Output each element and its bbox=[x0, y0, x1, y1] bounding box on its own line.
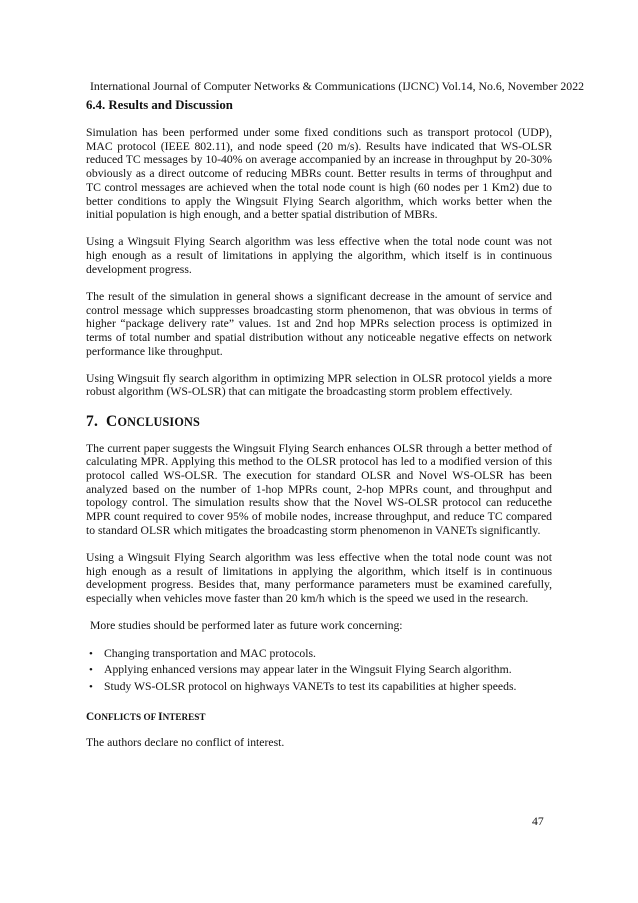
heading-initial-i: I bbox=[158, 710, 163, 723]
results-paragraph-2: Using a Wingsuit Flying Search algorithm was less effective when the total node count was not high enough as a result of limitations in applying the algorithm, which itself is in continuous development progress. bbox=[86, 235, 552, 276]
journal-header: International Journal of Computer Networks & Communications (IJCNC) Vol.14, No.6, November 2022 bbox=[90, 79, 584, 93]
section-title-initial: C bbox=[106, 412, 118, 430]
results-paragraph-4: Using Wingsuit fly search algorithm in optimizing MPR selection in OLSR protocol yields a more robust algorithm (WS-OLSR) that can mitigate the broadcasting storm problem effectively. bbox=[86, 371, 552, 399]
list-item-text: Applying enhanced versions may appear later in the Wingsuit Flying Search algorithm. bbox=[104, 663, 512, 677]
conclusions-paragraph-1: The current paper suggests the Wingsuit Flying Search enhances OLSR through a better method of calculating MPR. Applying this method to the OLSR protocol has led to a modified version of this protocol called WS-OLSR. The execution for standard OLSR and Novel WS-OLSR has been analyzed based on the number of 1-hop MPRs count, 2-hop MPRs count, and throughput and topology control. The simulation results show that the Novel WS-OLSR protocol can reducethe MPR count required to cover 95% of mobile nodes, increase throughput, and reduce TC compared to standard OLSR which mitigates the broadcasting storm phenomenon in VANETs significantly. bbox=[86, 441, 552, 537]
heading-rest-nterest: NTEREST bbox=[162, 711, 206, 722]
list-item bbox=[86, 646, 552, 662]
list-item-text: Study WS-OLSR protocol on highways VANETs to test its capabilities at higher speeds. bbox=[104, 679, 517, 693]
section-heading-results-discussion: 6.4. Results and Discussion bbox=[86, 98, 233, 112]
results-paragraph-1: Simulation has been performed under some fixed conditions such as transport protocol (UDP), MAC protocol (IEEE 802.11), and node speed (20 m/s). Results have indicated that WS-OLSR reduced TC messages by 10-40% on average accompanied by an increase in throughput by 20-30% obviously as a direct outcome of reducing MBRs count. Better results in terms of throughput and TC control messages are achieved when the total node count is high (60 nodes per 1 Km2) due to better conditions to apply the Wingsuit Flying Search algorithm, which works better when the initial population is high enough, and a better spatial distribution of MBRs. bbox=[86, 126, 552, 222]
list-item bbox=[86, 679, 552, 695]
list-item bbox=[86, 662, 552, 678]
page-body bbox=[86, 97, 552, 763]
heading-rest-onflicts: ONFLICTS OF bbox=[94, 711, 159, 722]
conclusions-paragraph-3: More studies should be performed later as future work concerning: bbox=[90, 619, 403, 633]
bullet-icon: • bbox=[89, 648, 93, 661]
bullet-icon: • bbox=[89, 680, 93, 693]
section-heading-conclusions bbox=[86, 413, 552, 431]
results-paragraph-3: The result of the simulation in general shows a significant decrease in the amount of service and control message which suppresses broadcasting storm phenomenon, that was obvious in terms of higher “package delivery rate” values. 1st and 2nd hop MPRs selection process is optimized in terms of total number and spatial distribution without any noticeable negative effects on network performance like throughput. bbox=[86, 289, 552, 358]
bullet-icon: • bbox=[89, 664, 93, 677]
conclusions-paragraph-2: Using a Wingsuit Flying Search algorithm was less effective when the total node count was not high enough as a result of limitations in applying the algorithm, which itself is in continuous development progress. Besides that, many performance parameters must be examined carefully, especially when vehicles move faster than 20 km/h which is the speed we used in the research. bbox=[86, 550, 552, 605]
list-item-text: Changing transportation and MAC protocols. bbox=[104, 647, 316, 661]
section-number: 7. bbox=[86, 412, 99, 430]
conflicts-statement: The authors declare no conflict of interest. bbox=[86, 735, 285, 749]
section-title-rest: ONCLUSIONS bbox=[117, 414, 201, 429]
heading-initial-c: C bbox=[86, 710, 95, 723]
future-work-list bbox=[86, 646, 552, 695]
section-heading-conflicts-of-interest bbox=[86, 710, 552, 724]
page-number: 47 bbox=[532, 815, 544, 828]
